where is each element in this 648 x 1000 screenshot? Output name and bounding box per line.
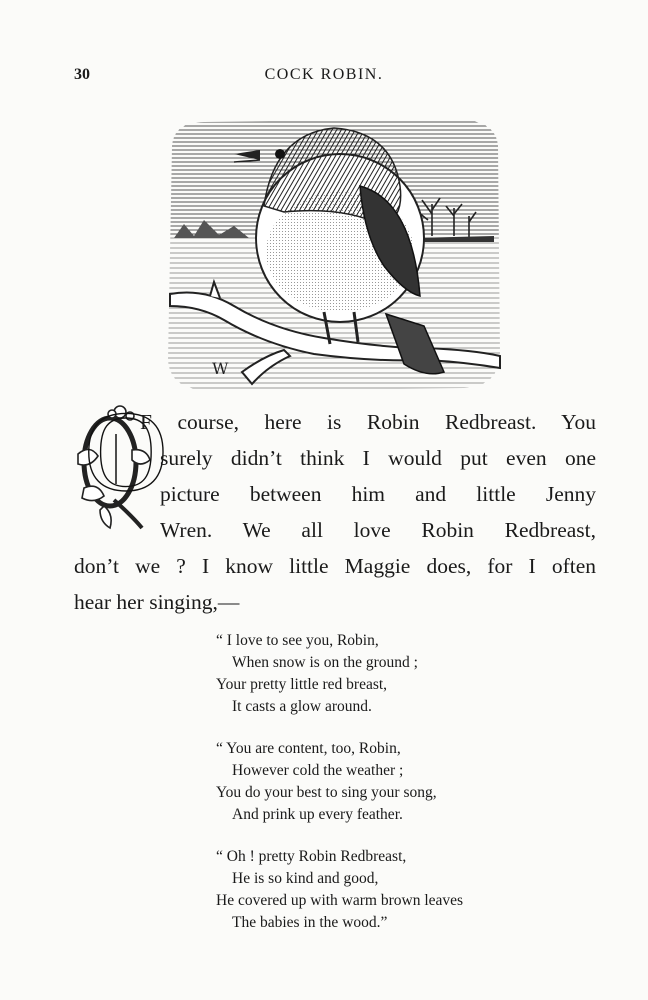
decorated-initial — [74, 388, 168, 534]
paragraph-line: Wren. We all love Robin Redbreast, — [160, 518, 596, 542]
poem-line: Your pretty little red breast, — [216, 676, 388, 693]
poem-line: “ You are content, too, Robin, — [216, 740, 401, 757]
engraver-monogram: W — [212, 359, 229, 378]
poem-stanza — [216, 630, 463, 718]
paragraph-line: picture between him and little Jenny — [160, 482, 596, 506]
page-header — [0, 66, 648, 90]
poem-line: “ I love to see you, Robin, — [216, 632, 379, 649]
poem-line: You do your best to sing your song, — [216, 784, 437, 801]
poem-line: When snow is on the ground ; — [232, 654, 418, 671]
paragraph-line: hear her singing,— — [74, 590, 240, 614]
poem-line: And prink up every feather. — [232, 806, 403, 823]
page-number: 30 — [74, 66, 90, 83]
poem-line: However cold the weather ; — [232, 762, 404, 779]
initial-letter: O — [84, 388, 168, 516]
poem — [216, 630, 463, 954]
poem-line: He is so kind and good, — [232, 870, 379, 887]
poem-line: It casts a glow around. — [232, 698, 372, 715]
paragraph-line: don’t we ? I know little Maggie does, for I often — [74, 554, 596, 578]
poem-stanza — [216, 846, 463, 934]
poem-line: He covered up with warm brown leaves — [216, 892, 464, 909]
poem-stanza — [216, 738, 463, 826]
robin-engraving — [164, 116, 502, 394]
paragraph-line: surely didn’t think I would put even one — [160, 446, 596, 470]
paragraph-line: F course, here is Robin Redbreast. You — [140, 410, 596, 434]
floral-ornament — [74, 388, 168, 534]
running-title: COCK ROBIN. — [264, 66, 384, 83]
poem-line: “ Oh ! pretty Robin Redbreast, — [216, 848, 407, 865]
poem-line: The babies in the wood.” — [232, 914, 388, 931]
